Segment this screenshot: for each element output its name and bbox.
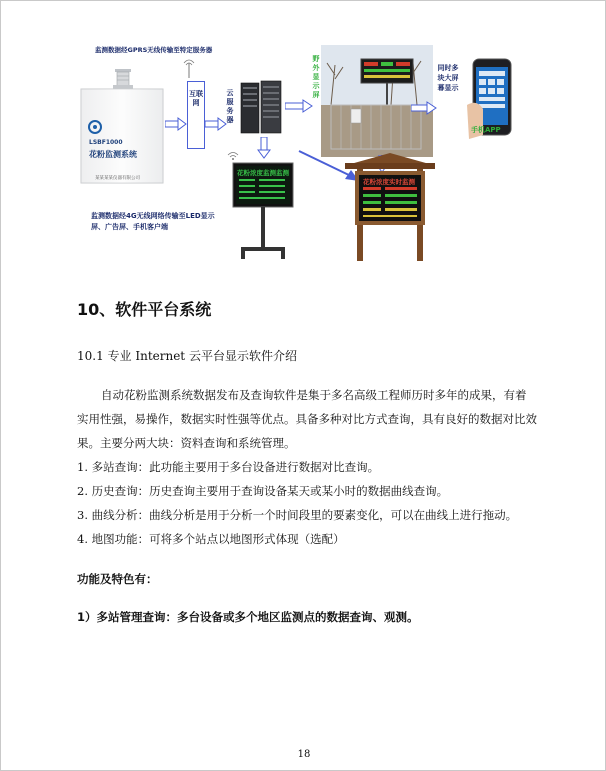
- multi-screen-label: 同时多块大屏幕显示: [437, 64, 459, 92]
- internet-box: [187, 81, 205, 149]
- diagram-top-caption: 监测数据经GPRS无线传输至特定服务器: [95, 46, 213, 54]
- intro-paragraph: 自动花粉监测系统数据发布及查询软件是集于多名高级工程师历时多年的成果，有着实用性强，易操作，数据实时性强等优点。具备多种对比方式查询，具有良好的数据对比效果。主要分两大块：资料查询和系统管理。: [77, 388, 537, 450]
- monitoring-device: [77, 67, 167, 185]
- arrow-to-field-icon: [285, 99, 313, 113]
- cloud-server-label: 云服务器: [226, 89, 234, 124]
- led-stand-screen: [227, 159, 299, 264]
- features-heading: 功能及特色有：: [77, 572, 158, 586]
- device-name: 花粉监测系统: [89, 150, 137, 159]
- led-screen-title: 花粉浓度监测监测: [237, 169, 289, 177]
- feature-list-item-1: 1. 多站查询：此功能主要用于多台设备进行数据对比查询。: [77, 460, 380, 474]
- field-screen-label: 野外显示屏: [312, 55, 320, 99]
- transmit-caption: 监测数据经4G无线网络传输至LED显示屏、广告屏、手机客户端: [91, 212, 215, 231]
- internet-label: 互联网: [189, 90, 203, 107]
- subsection-heading: 10.1 专业 Internet 云平台显示软件介绍: [77, 349, 297, 363]
- feature-multistation: 1）多站管理查询：多台设备或多个地区监测点的数据查询、观测。: [77, 610, 419, 624]
- feature-list-item-4: 4. 地图功能：可将多个站点以地图形式体现（选配）: [77, 532, 345, 546]
- app-label: 手机APP: [471, 126, 501, 134]
- board-screen-title: 花粉浓度实时监测: [363, 178, 415, 186]
- page-number: 18: [297, 749, 311, 760]
- feature-list-item-2: 2. 历史查询：历史查询主要用于查询设备某天或某小时的数据曲线查询。: [77, 484, 449, 498]
- system-diagram: [77, 39, 547, 264]
- wireless-signal-icon: [181, 57, 197, 79]
- device-illustration: [77, 67, 167, 185]
- section-heading: 10、软件平台系统: [77, 300, 212, 319]
- arrow-down-to-screen-icon: [257, 137, 271, 159]
- device-maker: 某某某某仪器有限公司: [95, 176, 140, 181]
- arrow-to-cloud-icon: [205, 117, 227, 131]
- feature-list-item-3: 3. 曲线分析：曲线分析是用于分析一个时间段里的要素变化，可以在曲线上进行拖动。: [77, 508, 518, 522]
- wooden-board-screen: [345, 153, 435, 263]
- device-model: LSBF1000: [89, 139, 123, 146]
- wifi-icon: [227, 151, 239, 161]
- arrow-to-internet-icon: [165, 117, 187, 131]
- server-rack-icon: [239, 79, 283, 135]
- arrow-to-multiscreen-icon: [411, 101, 437, 115]
